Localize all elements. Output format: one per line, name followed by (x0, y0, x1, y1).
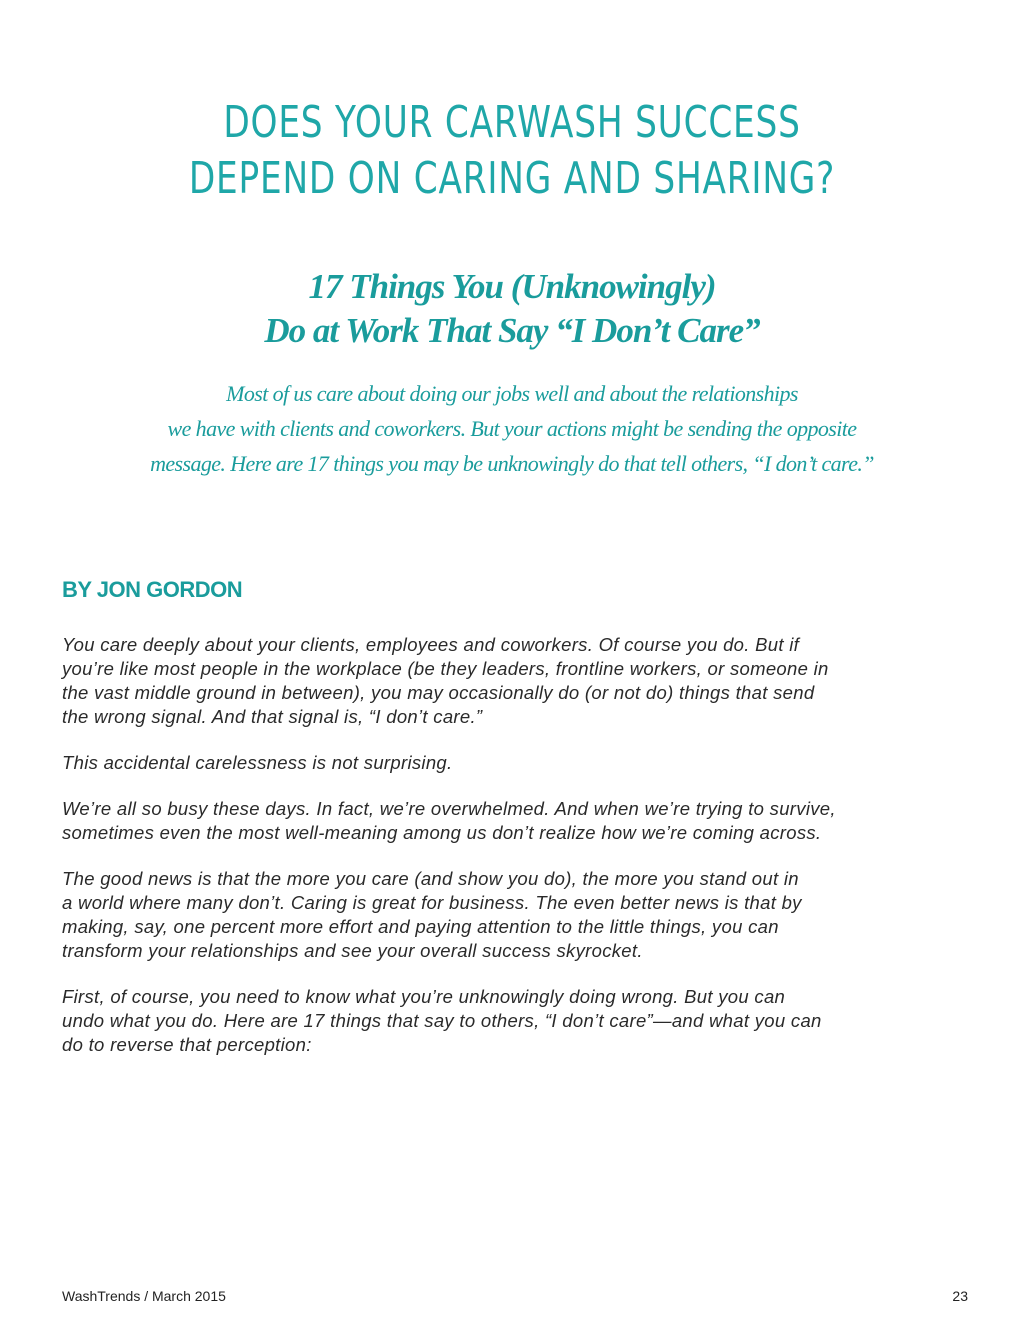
body-line: the vast middle ground in between), you may occasionally do (or not do) things that send (62, 682, 815, 703)
headline-line: DEPEND ON CARING AND SHARING? (188, 153, 836, 205)
footer-page-number: 23 (952, 1288, 968, 1304)
deck-line: we have with clients and coworkers. But your actions might be sending the opposite (167, 416, 857, 441)
article-deck (0, 376, 1024, 481)
body-line: You care deeply about your clients, employees and coworkers. Of course you do. But if (62, 634, 800, 655)
body-line: making, say, one percent more effort and paying attention to the little things, you can (62, 916, 779, 937)
body-line: This accidental carelessness is not surprising. (62, 752, 453, 773)
author-byline: BY JON GORDON (62, 577, 243, 602)
body-line: do to reverse that perception: (62, 1034, 312, 1055)
body-line: We’re all so busy these days. In fact, we’re overwhelmed. And when we’re trying to survive, (62, 798, 836, 819)
body-line: a world where many don’t. Caring is great for business. The even better news is that by (62, 892, 802, 913)
subhead-line: 17 Things You (Unknowingly) (308, 267, 716, 307)
body-line: the wrong signal. And that signal is, “I don’t care.” (62, 706, 483, 727)
body-line: First, of course, you need to know what you’re unknowingly doing wrong. But you can (62, 986, 786, 1007)
body-paragraph (62, 751, 972, 775)
body-paragraph (62, 985, 972, 1057)
body-line: you’re like most people in the workplace (be they leaders, frontline workers, or someone in (62, 658, 829, 679)
article-headline (113, 95, 912, 207)
article-body (62, 633, 972, 1079)
deck-line: Most of us care about doing our jobs well and about the relationships (226, 381, 798, 406)
body-line: undo what you do. Here are 17 things that say to others, “I don’t care”—and what you can (62, 1010, 822, 1031)
body-line: The good news is that the more you care (and show you do), the more you stand out in (62, 868, 799, 889)
body-paragraph (62, 867, 972, 963)
body-paragraph (62, 797, 972, 845)
body-line: sometimes even the most well-meaning among us don’t realize how we’re coming across. (62, 822, 822, 843)
body-line: transform your relationships and see your overall success skyrocket. (62, 940, 643, 961)
deck-line: message. Here are 17 things you may be unknowingly do that tell others, “I don’t care.” (150, 451, 874, 476)
footer-publication: WashTrends / March 2015 (62, 1288, 226, 1304)
subhead-line: Do at Work That Say “I Don’t Care” (264, 311, 760, 351)
article-subheadline (0, 265, 1024, 353)
headline-line: DOES YOUR CARWASH SUCCESS (223, 97, 801, 149)
body-paragraph (62, 633, 972, 729)
